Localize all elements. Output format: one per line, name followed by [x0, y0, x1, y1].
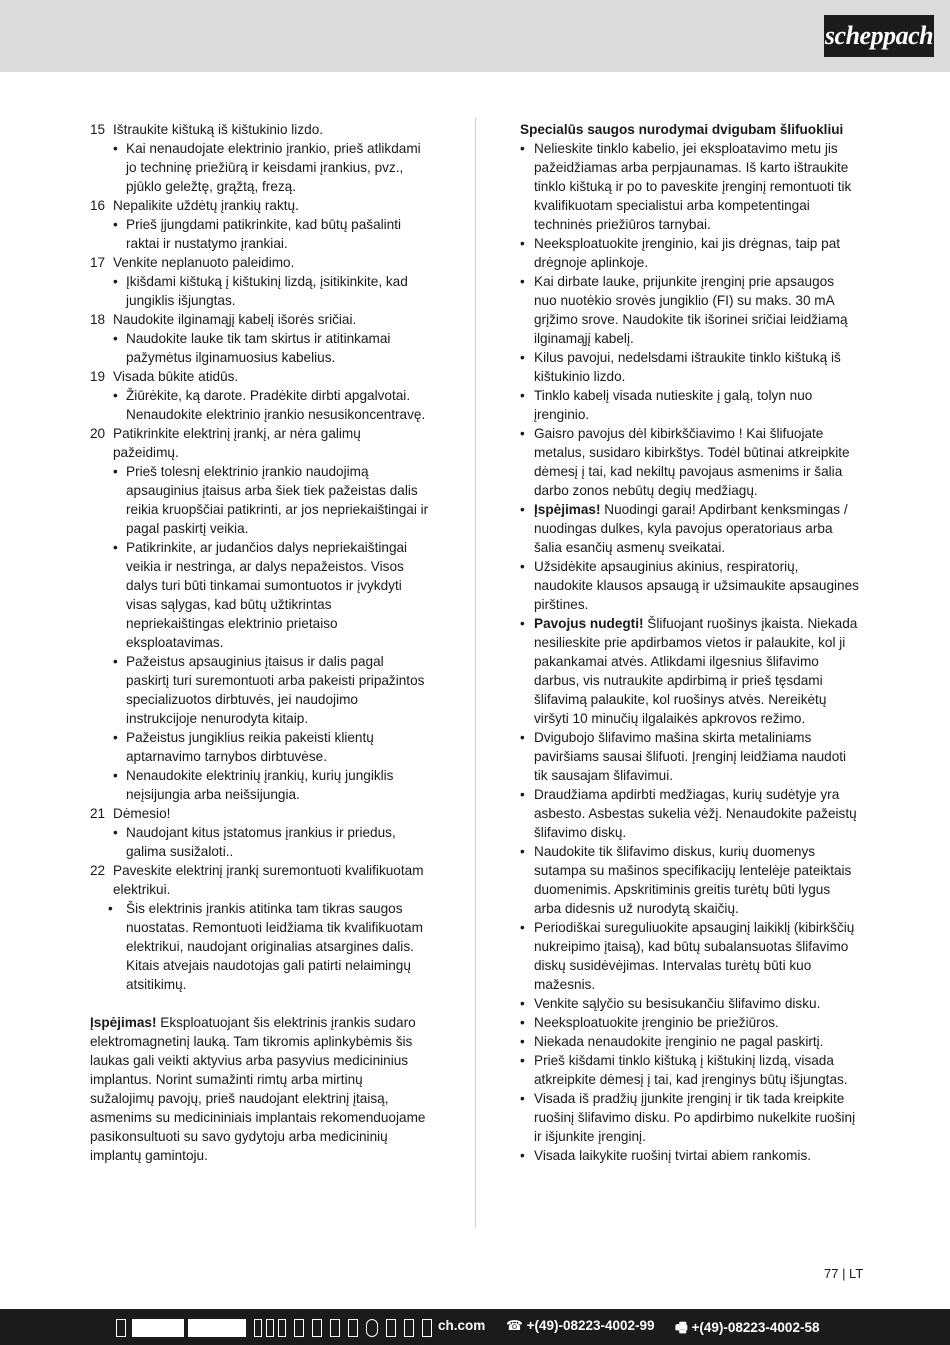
bullet-body: Nelieskite tinklo kabelio, jei eksploatavimo metu jis pažeidžiamas arba perpjaunamas. Iš karto ištraukite tinklo kištuką ir po to paveskite įrenginį remontuoti tik kvalifikuotam specialistui arba kompetentingai techninės priežiūros tarnybai.: [534, 141, 852, 232]
bullet-bold-label: Įspėjimas!: [534, 502, 601, 517]
item-number: 17: [90, 255, 106, 270]
bullet-dot: •: [113, 825, 118, 840]
bullet-body: Niekada nenaudokite įrenginio ne pagal paskirtį.: [534, 1034, 824, 1049]
bullet-text: [534, 424, 860, 500]
sub-bullet: [113, 462, 430, 538]
footer-fax: 🖷 +(49)-08223-4002-58: [675, 1320, 820, 1335]
bullet-text: [534, 918, 860, 994]
bullet-dot: •: [520, 616, 525, 631]
numbered-item: [90, 804, 430, 823]
bullet-dot: •: [520, 502, 525, 517]
footer-phone: ☎ +(49)-08223-4002-99: [506, 1318, 655, 1333]
numbered-item: [90, 310, 430, 329]
sub-bullet: [113, 215, 430, 253]
bullet-dot: •: [520, 996, 525, 1011]
header-bar: [0, 0, 950, 72]
bullet-text: [534, 234, 860, 272]
bullet-dot: •: [113, 464, 118, 479]
bullet-dot: •: [520, 1091, 525, 1106]
bullet-dot: •: [113, 540, 118, 555]
bullet-item: [520, 139, 860, 234]
bullet-dot: •: [113, 388, 118, 403]
garbled-web-address: [116, 1319, 436, 1337]
footer-bar: [0, 1309, 950, 1345]
sub-bullet-text: Pažeistus apsauginius įtaisus ir dalis pagal paskirtį turi suremontuoti arba pakeisti pripažintos specializuotos dirbtuvės, jei naudojimo instrukcijoje nenurodyta kitaip.: [126, 654, 425, 726]
sub-bullet: [113, 272, 430, 310]
bullet-dot: •: [520, 559, 525, 574]
bullet-item: [520, 1032, 860, 1051]
bullet-item: [520, 272, 860, 348]
bullet-body: Neeksploatuokite įrenginio, kai jis drėgnas, taip pat drėgnoje aplinkoje.: [534, 236, 841, 270]
numbered-item: [90, 120, 430, 139]
item-number: 21: [90, 806, 106, 821]
bullet-text: [534, 139, 860, 234]
sub-bullet: [113, 823, 430, 861]
bullet-item: [520, 994, 860, 1013]
item-number: 20: [90, 426, 106, 441]
bullet-text: [534, 785, 860, 842]
bullet-dot: •: [520, 274, 525, 289]
bullet-list: [520, 139, 860, 1165]
numbered-item: [90, 861, 430, 899]
scheppach-logo: scheppach: [824, 15, 934, 57]
bullet-dot: •: [520, 426, 525, 441]
bullet-text: [534, 1032, 860, 1051]
bullet-body: Naudokite tik šlifavimo diskus, kurių duomenys sutampa su mašinos specifikacijų lentelėje pateiktais duomenimis. Apskritiminis greitis turėtų būti lygus arba didesnis už nurodytą skaičių.: [534, 844, 852, 916]
left-column: [90, 120, 430, 1165]
sub-bullet-text: Pažeistus jungiklius reikia pakeisti klientų aptarnavimo tarnybos dirbtuvėse.: [126, 730, 374, 764]
deep-sub-text: Šis elektrinis įrankis atitinka tam tikras saugos nuostatas. Remontuoti leidžiama tik kvalifikuotam elektrikui, naudojant originalias atsargines dalis. Kitais atvejais naudotojas gali patirti nelaimingų atsitikimų.: [126, 901, 423, 992]
sub-bullet-text: Žiūrėkite, ką darote. Pradėkite dirbti apgalvotai. Nenaudokite elektrinio įrankio nesusikoncentravę.: [126, 388, 426, 422]
bullet-item: [520, 728, 860, 785]
item-text: Paveskite elektrinį įrankį suremontuoti kvalifikuotam elektrikui.: [113, 863, 424, 897]
item-number: 16: [90, 198, 106, 213]
bullet-text: [534, 500, 860, 557]
bullet-body: Prieš kišdami tinklo kištuką į kištukinį lizdą, visada atkreipkite dėmesį į tai, kad įrenginys būtų išjungtas.: [534, 1053, 848, 1087]
bullet-text: [534, 348, 860, 386]
bullet-item: [520, 500, 860, 557]
bullet-dot: •: [520, 388, 525, 403]
right-column: [520, 120, 860, 1165]
warning-text: Eksploatuojant šis elektrinis įrankis sudaro elektromagnetinį lauką. Tam tikromis aplinkybėmis šis laukas gali veikti aktyvius arba pasyvius medicininius implantus. Norint sumažinti rimtų arba mirtinų sužalojimų pavojų, prieš naudojant elektrinį įtaisą, asmenims su medicininiais implantais rekomenduojame pasikonsultuoti su savo gydytoju arba medicininių implantų gamintoju.: [90, 1015, 426, 1163]
bullet-text: [534, 1051, 860, 1089]
bullet-body: Tinklo kabelį visada nutieskite į galą, tolyn nuo įrenginio.: [534, 388, 813, 422]
bullet-item: [520, 1089, 860, 1146]
deep-sub-bullet: [108, 899, 430, 994]
bullet-body: Šlifuojant ruošinys įkaista. Niekada nesilieskite prie apdirbamos vietos ir palaukite, kol ji pakankamai atvės. Atlikdami ilgesnius šlifavimo darbus, vis nutraukite apdirbimą ir prieš tęsdami šlifavimą palaukite, kol ruošinys atvės. Nereikėtų viršyti 10 minučių ilgalaikės apkrovos režimo.: [534, 616, 858, 726]
bullet-dot: •: [113, 141, 118, 156]
bullet-dot: •: [113, 768, 118, 783]
sub-bullet: [113, 538, 430, 652]
bullet-body: Dvigubojo šlifavimo mašina skirta metaliniams paviršiams sausai šlifuoti. Įrenginį leidžiama naudoti tik sausajam šlifavimui.: [534, 730, 847, 783]
sub-bullet-text: Prieš įjungdami patikrinkite, kad būtų pašalinti raktai ir nustatymo įrankiai.: [126, 217, 402, 251]
sub-bullet-text: Įkišdami kištuką į kištukinį lizdą, įsitikinkite, kad jungiklis išjungtas.: [126, 274, 408, 308]
bullet-text: [534, 728, 860, 785]
item-number: 19: [90, 369, 106, 384]
bullet-item: [520, 424, 860, 500]
bullet-body: Periodiškai sureguliuokite apsauginį laikiklį (kibirkščių nukreipimo įtaisą), kad būtų subalansuotas šlifavimo diskų susidėvėjimas. Intervalas turėtų būti kuo mažesnis.: [534, 920, 855, 992]
bullet-bold-label: Pavojus nudegti!: [534, 616, 644, 631]
bullet-text: [534, 557, 860, 614]
sub-bullet-text: Prieš tolesnį elektrinio įrankio naudojimą apsauginius įtaisus arba šiek tiek pažeistas dalis reikia kruopščiai patikrinti, ar jos nepriekaištingai ir pagal paskirtį veikia.: [126, 464, 429, 536]
sub-bullet: [113, 652, 430, 728]
bullet-item: [520, 1051, 860, 1089]
bullet-body: Visada iš pradžių įjunkite įrenginį ir tik tada kreipkite ruošinį šlifavimo disku. Po apdirbimo nukelkite ruošinį ir išjunkite įrenginį.: [534, 1091, 856, 1144]
item-number: 15: [90, 122, 106, 137]
footer-web: ch.com: [438, 1318, 486, 1333]
bullet-item: [520, 785, 860, 842]
bullet-item: [520, 348, 860, 386]
bullet-text: [534, 614, 860, 728]
bullet-item: [520, 1146, 860, 1165]
bullet-dot: •: [113, 654, 118, 669]
numbered-item: [90, 196, 430, 215]
bullet-dot: •: [520, 350, 525, 365]
numbered-item: [90, 367, 430, 386]
bullet-text: [534, 386, 860, 424]
bullet-body: Nuodingi garai! Apdirbant kenksmingas / nuodingas dulkes, kyla pavojus operatoriaus arba šalia esančių asmenų sveikatai.: [534, 502, 848, 555]
bullet-dot: •: [520, 236, 525, 251]
bullet-dot: •: [520, 787, 525, 802]
bullet-dot: •: [520, 844, 525, 859]
sub-bullet-text: Patikrinkite, ar judančios dalys nepriekaištingai veikia ir nestringa, ar dalys nepažeistos. Visos dalys turi būti tinkamai sumontuotos ir įvykdyti visas sąlygas, kad būtų užtikrintas nepriekaištingas elektrinio prietaiso eksploatavimas.: [126, 540, 408, 650]
sub-bullet-text: Kai nenaudojate elektrinio įrankio, prieš atlikdami jo techninę priežiūrą ir keisdami įrankius, pvz., pjūklo geležtę, grąžtą, frezą.: [126, 141, 421, 194]
bullet-text: [534, 1146, 860, 1165]
bullet-dot: •: [520, 141, 525, 156]
item-text: Nepalikite uždėtų įrankių raktų.: [113, 198, 299, 213]
bullet-body: Neeksploatuokite įrenginio be priežiūros.: [534, 1015, 779, 1030]
warning-label: Įspėjimas!: [90, 1015, 157, 1030]
sub-bullet: [113, 329, 430, 367]
bullet-body: Kilus pavojui, nedelsdami ištraukite tinklo kištuką iš kištukinio lizdo.: [534, 350, 841, 384]
bullet-item: [520, 918, 860, 994]
section-heading: Specialūs saugos nurodymai dvigubam šlifuokliui: [520, 122, 844, 137]
bullet-body: Draudžiama apdirbti medžiagas, kurių sudėtyje yra asbesto. Asbestas sukelia vėžį. Nenaudokite pažeistų šlifavimo diskų.: [534, 787, 857, 840]
sub-bullet-text: Naudokite lauke tik tam skirtus ir atitinkamai pažymėtus ilginamuosius kabelius.: [126, 331, 391, 365]
bullet-text: [534, 1089, 860, 1146]
bullet-dot: •: [520, 1148, 525, 1163]
numbered-item: [90, 253, 430, 272]
item-text: Patikrinkite elektrinį įrankį, ar nėra galimų pažeidimų.: [113, 426, 361, 460]
item-number: 22: [90, 863, 106, 878]
bullet-body: Venkite sąlyčio su besisukančiu šlifavimo disku.: [534, 996, 821, 1011]
column-divider: [475, 118, 476, 1228]
bullet-dot: •: [520, 920, 525, 935]
bullet-text: [534, 1013, 860, 1032]
bullet-body: Visada laikykite ruošinį tvirtai abiem rankomis.: [534, 1148, 812, 1163]
item-text: Ištraukite kištuką iš kištukinio lizdo.: [113, 122, 324, 137]
emf-warning: [90, 1013, 430, 1165]
item-text: Venkite neplanuoto paleidimo.: [113, 255, 295, 270]
bullet-dot: •: [520, 730, 525, 745]
bullet-body: Kai dirbate lauke, prijunkite įrenginį prie apsaugos nuo nuotėkio srovės jungiklio (FI) su maks. 30 mA grįžimo srove. Naudokite tik išorinei sričiai leidžiamą ilginamąjį kabelį.: [534, 274, 848, 346]
bullet-dot: •: [108, 901, 113, 916]
item-number: 18: [90, 312, 106, 327]
bullet-body: Gaisro pavojus dėl kibirkščiavimo ! Kai šlifuojate metalus, susidaro kibirkštys. Todėl būtinai atkreipkite dėmesį į tai, kad nekiltų pavojaus asmenims ir šalia darbo zonos nebūtų degių medžiagų.: [534, 426, 850, 498]
sub-bullet: [113, 766, 430, 804]
bullet-item: [520, 614, 860, 728]
bullet-dot: •: [520, 1053, 525, 1068]
bullet-item: [520, 386, 860, 424]
bullet-item: [520, 234, 860, 272]
page-number: 77 | LT: [824, 1266, 864, 1281]
item-text: Naudokite ilginamąjį kabelį išorės sričiai.: [113, 312, 357, 327]
item-text: Dėmesio!: [113, 806, 171, 821]
item-text: Visada būkite atidūs.: [113, 369, 239, 384]
sub-bullet-text: Naudojant kitus įstatomus įrankius ir priedus, galima susižaloti..: [126, 825, 396, 859]
bullet-dot: •: [113, 217, 118, 232]
bullet-item: [520, 557, 860, 614]
bullet-dot: •: [113, 274, 118, 289]
bullet-dot: •: [113, 331, 118, 346]
bullet-dot: •: [520, 1034, 525, 1049]
bullet-dot: •: [520, 1015, 525, 1030]
sub-bullet: [113, 728, 430, 766]
sub-bullet-text: Nenaudokite elektrinių įrankių, kurių jungiklis neįsijungia arba neišsijungia.: [126, 768, 394, 802]
bullet-item: [520, 1013, 860, 1032]
bullet-dot: •: [113, 730, 118, 745]
bullet-body: Užsidėkite apsauginius akinius, respiratorių, naudokite klausos apsaugą ir užsimaukite apsaugines pirštines.: [534, 559, 859, 612]
bullet-text: [534, 994, 860, 1013]
numbered-item: [90, 424, 430, 462]
bullet-text: [534, 842, 860, 918]
sub-bullet: [113, 386, 430, 424]
sub-bullet: [113, 139, 430, 196]
bullet-text: [534, 272, 860, 348]
numbered-list: [90, 120, 430, 899]
bullet-item: [520, 842, 860, 918]
